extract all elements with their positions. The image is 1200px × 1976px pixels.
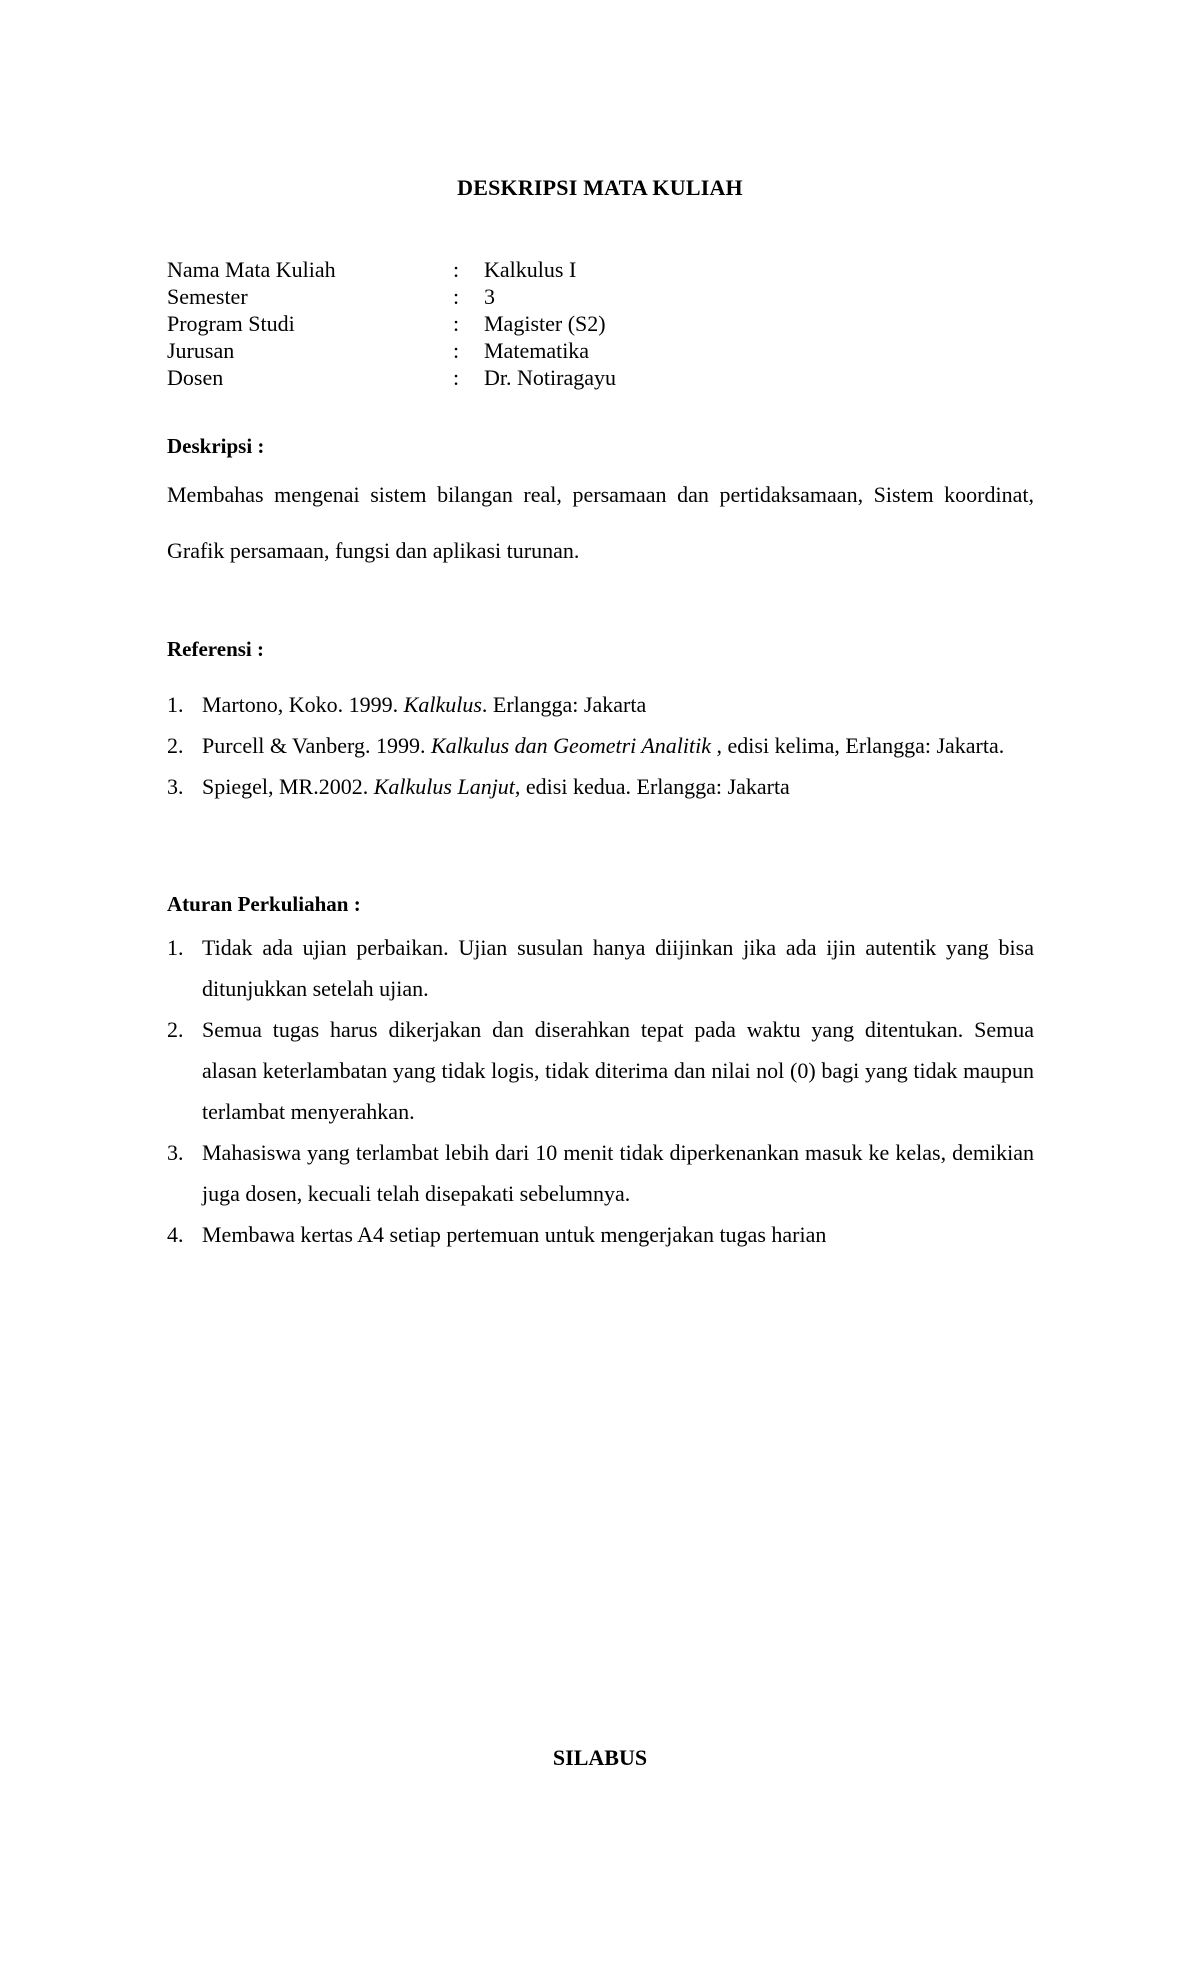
reference-text (202, 692, 646, 717)
list-number: 2. (167, 1017, 184, 1042)
info-value: Kalkulus I (484, 257, 577, 282)
referensi-heading: Referensi : (167, 637, 264, 661)
course-info-table (167, 256, 867, 391)
info-colon: : (453, 338, 460, 363)
rule-text: Membawa kertas A4 setiap pertemuan untuk mengerjakan tugas harian (202, 1222, 827, 1247)
deskripsi-heading: Deskripsi : (167, 434, 265, 458)
info-colon: : (453, 311, 460, 336)
info-colon: : (453, 284, 460, 309)
reference-author: Purcell & Vanberg. 1999. (202, 733, 431, 758)
list-number: 1. (167, 692, 184, 717)
reference-publisher: , edisi kelima, Erlangga: Jakarta. (711, 733, 1005, 758)
list-number: 3. (167, 1140, 184, 1165)
info-label: Program Studi (167, 311, 295, 336)
info-label: Jurusan (167, 338, 235, 363)
document-title: DESKRIPSI MATA KULIAH (457, 175, 743, 200)
reference-author: Martono, Koko. 1999. (202, 692, 404, 717)
list-number: 1. (167, 935, 184, 960)
reference-book-title: Kalkulus Lanjut (373, 774, 515, 799)
list-number: 4. (167, 1222, 184, 1247)
list-item (167, 1132, 1034, 1214)
rule-text: Semua tugas harus dikerjakan dan diserahkan tepat pada waktu yang ditentukan. Semua alasan keterlambatan yang tidak logis, tidak diterima dan nilai nol (0) bagi yang tidak maupun terlambat menyerahkan. (202, 1017, 1034, 1124)
referensi-list (167, 684, 1034, 807)
info-value: Matematika (484, 338, 590, 363)
list-item (167, 1214, 1034, 1255)
info-row-semester (167, 283, 867, 310)
info-row-lecturer (167, 364, 867, 391)
info-colon: : (453, 257, 460, 282)
info-row-program (167, 310, 867, 337)
list-number: 2. (167, 733, 184, 758)
aturan-list (167, 927, 1034, 1255)
info-colon: : (453, 365, 460, 390)
reference-book-title: Kalkulus (403, 692, 482, 717)
info-label: Dosen (167, 365, 224, 390)
info-row-department (167, 337, 867, 364)
info-value: Dr. Notiragayu (484, 365, 616, 390)
rule-text: Tidak ada ujian perbaikan. Ujian susulan hanya diijinkan jika ada ijin autentik yang bisa ditunjukkan setelah ujian. (202, 935, 1034, 1001)
reference-text (202, 733, 1004, 758)
list-item (167, 927, 1034, 1009)
list-item (167, 766, 1034, 807)
reference-publisher: . Erlangga: Jakarta (481, 692, 647, 717)
rule-text: Mahasiswa yang terlambat lebih dari 10 menit tidak diperkenankan masuk ke kelas, demikian juga dosen, kecuali telah disepakati sebelumnya. (202, 1140, 1034, 1206)
list-number: 3. (167, 774, 184, 799)
info-row-course-name (167, 256, 867, 283)
reference-author: Spiegel, MR.2002. (202, 774, 374, 799)
deskripsi-text: Membahas mengenai sistem bilangan real, persamaan dan pertidaksamaan, Sistem koordinat, Grafik persamaan, fungsi dan aplikasi turunan. (167, 482, 1034, 563)
info-label: Semester (167, 284, 248, 309)
list-item (167, 1009, 1034, 1132)
reference-text (202, 774, 790, 799)
reference-book-title: Kalkulus dan Geometri Analitik (430, 733, 712, 758)
reference-publisher: , edisi kedua. Erlangga: Jakarta (514, 774, 790, 799)
info-value: Magister (S2) (484, 311, 606, 336)
info-value: 3 (484, 284, 495, 309)
list-item (167, 725, 1034, 766)
info-label: Nama Mata Kuliah (167, 257, 336, 282)
list-item (167, 684, 1034, 725)
aturan-heading: Aturan Perkuliahan : (167, 892, 361, 916)
silabus-heading: SILABUS (552, 1745, 648, 1770)
